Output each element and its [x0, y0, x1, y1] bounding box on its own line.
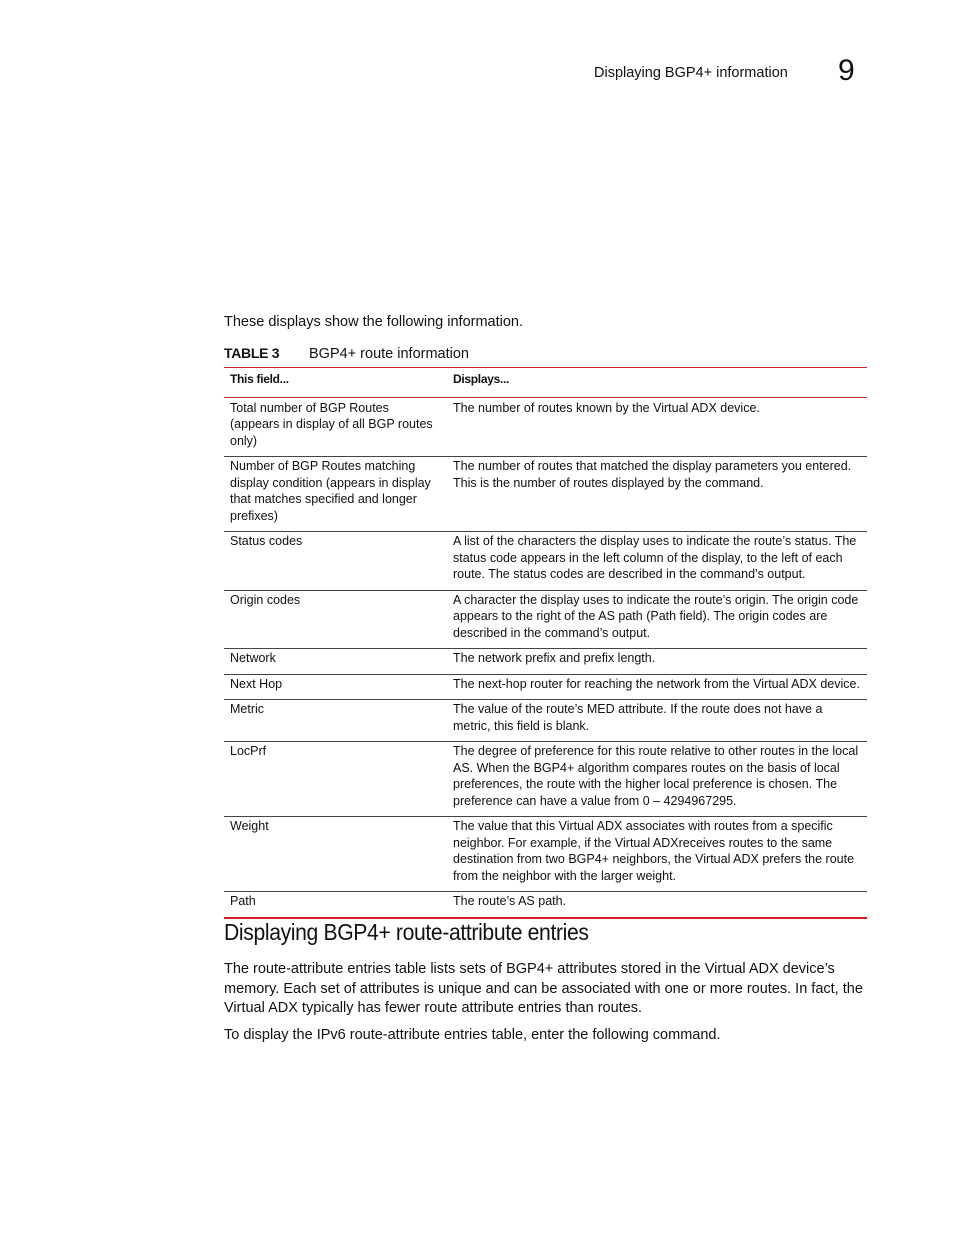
table-label: TABLE 3 [224, 345, 280, 361]
description-cell: The network prefix and prefix length. [453, 651, 656, 665]
table-row [224, 892, 867, 918]
table-row [224, 674, 867, 700]
column-header-displays: Displays... [453, 372, 510, 386]
description-cell: A list of the characters the display uses to indicate the route’s status. The status code appears in the left column of the display, to the left of each route. The status codes are described in the command’s output. [453, 534, 857, 581]
table-caption [224, 345, 469, 362]
description-cell: A character the display uses to indicate the route’s origin. The origin code appears to the right of the AS path (Path field). The origin codes are described in the command’s output. [453, 592, 859, 640]
table-row [224, 649, 867, 675]
field-cell: Origin codes [230, 592, 301, 607]
field-cell: Metric [230, 702, 265, 716]
bgp-route-info-table [224, 367, 867, 919]
intro-text: These displays show the following information. [224, 314, 524, 330]
table-title: BGP4+ route information [309, 346, 469, 362]
chapter-number: 9 [838, 54, 855, 87]
field-cell: LocPrf [230, 744, 267, 758]
description-cell: The value of the route’s MED attribute. If the route does not have a metric, this field is blank. [453, 702, 823, 733]
field-cell: Next Hop [230, 676, 283, 691]
table-row [224, 532, 867, 591]
description-cell: The value that this Virtual ADX associates with routes from a specific neighbor. For example, if the Virtual ADXreceives routes to the same destination from two BGP4+ neighbors, the Virtual ADX prefers the route from the neighbor with the larger weight. [453, 819, 855, 883]
field-cell: Network [230, 651, 276, 665]
table-row [224, 742, 867, 817]
description-cell: The number of routes that matched the display parameters you entered. This is the number of routes displayed by the command. [453, 459, 852, 490]
table-row [224, 457, 867, 532]
table-header-row [224, 368, 867, 398]
description-cell: The next-hop router for reaching the network from the Virtual ADX device. [453, 676, 860, 691]
description-cell: The number of routes known by the Virtual ADX device. [453, 400, 760, 415]
table-row [224, 397, 867, 457]
field-cell: Number of BGP Routes matching display condition (appears in display that matches specified and longer prefixes) [230, 459, 431, 523]
table-row [224, 590, 867, 649]
section-paragraph-1: The route-attribute entries table lists sets of BGP4+ attributes stored in the Virtual ADX device’s memory. Each set of attributes is unique and can be associated with one or more routes. In fact, the Virtual ADX typically has fewer route attribute entries than routes. [224, 961, 863, 1016]
table-row [224, 700, 867, 742]
field-cell: Status codes [230, 534, 303, 548]
description-cell: The route’s AS path. [453, 894, 567, 908]
section-heading: Displaying BGP4+ route-attribute entries [224, 919, 589, 945]
field-cell: Total number of BGP Routes (appears in display of all BGP routes only) [230, 400, 433, 448]
column-header-field: This field... [230, 372, 289, 386]
running-header-title: Displaying BGP4+ information [594, 65, 788, 81]
section-paragraph-2: To display the IPv6 route-attribute entries table, enter the following command. [224, 1027, 721, 1043]
description-cell: The degree of preference for this route relative to other routes in the local AS. When the BGP4+ algorithm compares routes on the basis of local preferences, the route with the higher local preference is chosen. The preference can have a value from 0 – 4294967295. [453, 744, 859, 808]
field-cell: Weight [230, 819, 269, 833]
field-cell: Path [230, 894, 256, 908]
table-row [224, 817, 867, 892]
